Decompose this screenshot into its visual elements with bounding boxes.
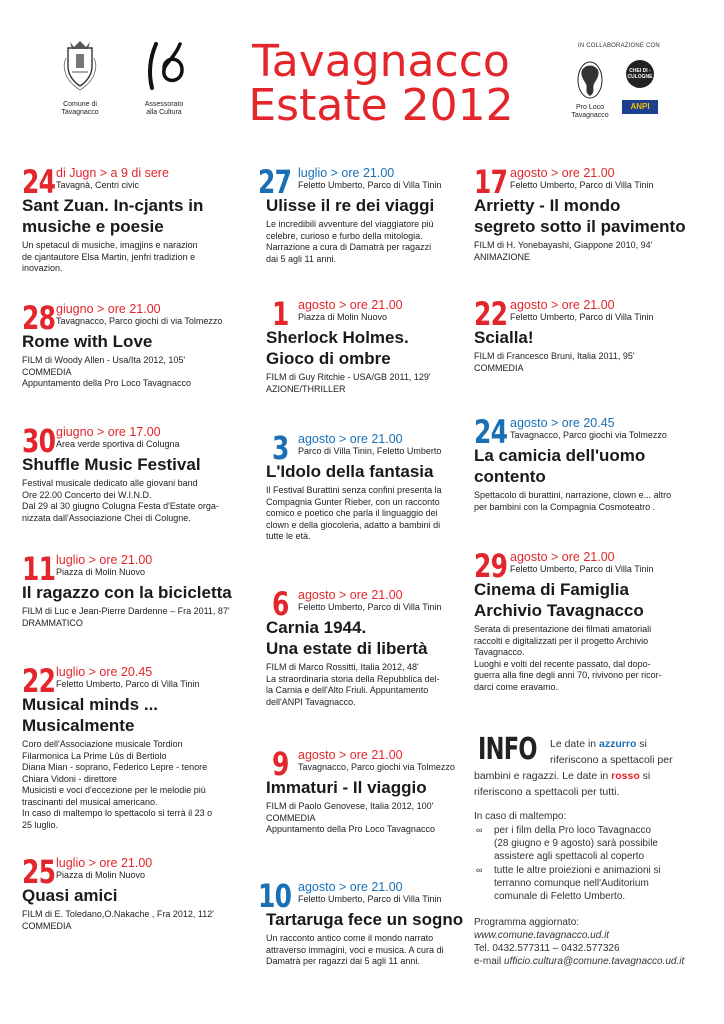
event-when: luglio > ore 21.00 <box>56 856 153 870</box>
event-title: Il ragazzo con la bicicletta <box>22 583 232 602</box>
event-place: Area verde sportiva di Colugna <box>56 439 180 449</box>
event-title: Musicalmente <box>22 716 135 735</box>
info-legend-line1 <box>550 736 647 752</box>
info-line1-pre: Le date in <box>550 738 600 750</box>
event-description-line: Compagnia Gunter Rieber, con un racconto <box>266 496 440 507</box>
event-title: Quasi amici <box>22 886 118 905</box>
event-description-line: tutte le età. <box>266 531 311 541</box>
event-description-line: Tavagnacco. <box>474 647 525 657</box>
event-title: Tartaruga fece un sogno <box>266 910 464 929</box>
event-title: Sherlock Holmes. <box>266 328 409 347</box>
event-day-number: 11 <box>22 550 56 588</box>
event-title: Cinema di Famiglia <box>474 580 629 599</box>
event-description-line: ANIMAZIONE <box>474 251 531 262</box>
event-description-line: FILM di Guy Ritchie - USA/GB 2011, 129' <box>266 372 431 382</box>
event-when: agosto > ore 21.00 <box>298 880 403 894</box>
event-place: Feletto Umberto, Parco di Villa Tinin <box>298 602 442 612</box>
info-line3-pre: bambini e ragazzi. Le date in <box>474 770 612 782</box>
event-description-line: Coro dell'Associazione musicale Tordion <box>22 739 183 749</box>
event-place: Feletto Umberto, Parco di Villa Tinin <box>56 679 200 689</box>
event-title: musiche e poesie <box>22 217 164 236</box>
event-description-line: FILM di E. Toledano,O.Nakache , Fra 2012, 112' <box>22 909 214 919</box>
event-place: Feletto Umberto, Parco di Villa Tinin <box>298 180 442 190</box>
event-description-line: Dal 29 al 30 giugno Colugna Festa d'Estate orga- <box>22 501 219 511</box>
event-description-line: Un racconto antico come il mondo narrato <box>266 933 434 943</box>
event-description-line: DRAMMATICO <box>22 617 83 628</box>
bullet2-line: tutte le altre proiezioni e animazioni si <box>494 865 661 876</box>
event-when: agosto > ore 21.00 <box>298 748 403 762</box>
azzurro-word: azzurro <box>599 738 637 750</box>
event-title: Scialla! <box>474 328 534 347</box>
event-when: giugno > ore 17.00 <box>56 425 161 439</box>
event-description-line: de cjantautore Elsa Martin, jenfri tradizion e <box>22 251 196 262</box>
comune-caption <box>52 101 108 117</box>
event-place: Tavagnacco, Parco giochi via Tolmezzo <box>298 762 455 772</box>
event-title: segreto sotto il pavimento <box>474 217 686 236</box>
event-description-line: Damatrà per ragazzi dai 5 agli 11 anni. <box>266 956 420 966</box>
event-description-line: FILM di H. Yonebayashi, Giappone 2010, 94' <box>474 240 653 250</box>
event-day-number: 24 <box>22 163 56 201</box>
page-title <box>236 36 526 131</box>
event-description-line: Ore 22.00 Concerto dei W.I.N.D. <box>22 489 152 500</box>
event-description-line: 25 luglio. <box>22 819 59 830</box>
event-description-line: guerra alla fine degli anni 70, rivivono per ricor- <box>474 670 662 680</box>
event-when: agosto > ore 21.00 <box>510 298 615 312</box>
event-title: La camicia dell'uomo <box>474 446 646 465</box>
event-description-line: Narrazione a cura di Damatrà per ragazzi <box>266 242 432 252</box>
bullet2-line: comunale di Feletto Umberto. <box>494 891 626 902</box>
event-day-number: 25 <box>22 853 56 891</box>
event-when: giugno > ore 21.00 <box>56 302 161 316</box>
event-place: Tavagnà, Centri civic <box>56 180 140 190</box>
event-when: agosto > ore 21.00 <box>298 432 403 446</box>
event-description-line: dell'ANPI Tavagnacco. <box>266 696 356 707</box>
event-when: agosto > ore 21.00 <box>510 166 615 180</box>
event-day-number: 10 <box>258 877 292 915</box>
event-description-line: dai 5 agli 11 anni. <box>266 253 336 264</box>
event-description-line: comico e poetico che parla il linguaggio dei <box>266 508 438 518</box>
event-description-line: Chiara Vidoni - direttore <box>22 773 117 784</box>
event-description-line: COMMEDIA <box>22 920 72 931</box>
event-description-line: COMMEDIA <box>474 362 524 373</box>
event-place: Piazza di Molin Nuovo <box>298 312 388 322</box>
infinity-bullet-icon: ∞ <box>476 825 483 835</box>
event-description-line: celebre, curioso e furbo della mitologia. <box>266 230 423 241</box>
title-line1: Tavagnacco <box>252 36 510 87</box>
bullet1-line: per i film della Pro loco Tavagnacco <box>494 825 652 836</box>
event-place: Feletto Umberto, Parco di Villa Tinin <box>298 894 442 904</box>
event-description-line: Filarmonica La Prime Lûs di Bertiolo <box>22 750 167 761</box>
event-description-line: FILM di Marco Rossitti, Italia 2012, 48' <box>266 662 419 672</box>
event-description-line: trascinanti del musical americano. <box>22 796 158 807</box>
info-legend-line2: riferiscono a spettacoli per <box>550 754 673 766</box>
event-day-number: 28 <box>22 299 56 337</box>
event-when: agosto > ore 21.00 <box>298 588 403 602</box>
proloco-caption-line1: Pro Loco <box>575 104 605 111</box>
event-title: Archivio Tavagnacco <box>474 601 644 620</box>
event-title: Sant Zuan. In-cjants in <box>22 196 204 215</box>
proloco-logo-icon <box>572 60 608 104</box>
maltempo-bullet-2 <box>494 864 661 903</box>
event-when: luglio > ore 21.00 <box>56 553 153 567</box>
event-description-line: clown e della giocoleria, adatto a bambini di <box>266 519 441 530</box>
event-day-number: 6 <box>272 585 289 623</box>
event-description-line: FILM di Luc e Jean-Pierre Dardenne – Fra 2011, 87' <box>22 606 230 616</box>
title-line2: Estate 2012 <box>248 80 514 131</box>
assessorato-caption <box>136 101 192 117</box>
assessorato-caption-line2: alla Cultura <box>146 109 182 116</box>
bullet2-line: terranno comunque nell'Auditorium <box>494 878 649 889</box>
event-day-number: 22 <box>22 662 56 700</box>
event-description-line: nizzata dall'Associazione Chei di Colugne. <box>22 512 191 523</box>
comune-caption-line1: Comune di <box>63 101 97 108</box>
bullet1-line: assistere agli spettacoli al coperto <box>494 851 645 862</box>
event-description-line: Il Festival Burattini senza confini presenta la <box>266 485 442 495</box>
event-when: agosto > ore 20.45 <box>510 416 615 430</box>
website-link[interactable]: www.comune.tavagnacco.ud.it <box>474 930 610 941</box>
event-title: Ulisse il re dei viaggi <box>266 196 435 215</box>
event-description-line: Appuntamento della Pro Loco Tavagnacco <box>22 378 191 388</box>
event-place: Feletto Umberto, Parco di Villa Tinin <box>510 312 654 322</box>
event-when: agosto > ore 21.00 <box>510 550 615 564</box>
event-day-number: 9 <box>272 745 289 783</box>
event-place: Feletto Umberto, Parco di Villa Tinin <box>510 564 654 574</box>
anpi-badge: ANPI <box>622 100 658 114</box>
event-description-line: AZIONE/THRILLER <box>266 383 346 394</box>
event-description-line: Musicisti e voci d'eccezione per le melodie più <box>22 785 206 795</box>
event-day-number: 1 <box>272 295 289 333</box>
event-description-line: Festival musicale dedicato alle giovani band <box>22 478 198 488</box>
programma-label: Programma aggiornato: <box>474 917 580 928</box>
email-link[interactable]: ufficio.cultura@comune.tavagnacco.ud.it <box>504 956 685 967</box>
event-description-line: Luoghi e volti del recente passato, dal dopo- <box>474 658 651 669</box>
event-description-line: Diana Mian - soprano, Federico Lepre - tenore <box>22 762 208 772</box>
event-place: Feletto Umberto, Parco di Villa Tinin <box>510 180 654 190</box>
event-description-line: Un spetacul di musiche, imagjins e narazion <box>22 240 198 250</box>
event-title: Una estate di libertà <box>266 639 428 658</box>
event-title: contento <box>474 467 546 486</box>
email-label: e-mail <box>474 956 505 967</box>
event-description-line: darci come eravamo. <box>474 681 559 692</box>
chei-di-culogne-badge: CHEI DI - CULOGNE <box>626 60 654 88</box>
event-description-line: Appuntamento della Pro Loco Tavagnacco <box>266 824 435 834</box>
event-title: Musical minds ... <box>22 695 159 714</box>
event-day-number: 29 <box>474 547 508 585</box>
event-title: Arrietty - Il mondo <box>474 196 621 215</box>
collab-label: IN COLLABORAZIONE CON <box>578 43 660 49</box>
event-description-line: FILM di Paolo Genovese, Italia 2012, 100' <box>266 801 434 811</box>
event-description-line: COMMEDIA <box>22 366 72 377</box>
event-title: Shuffle Music Festival <box>22 455 201 474</box>
event-when: agosto > ore 21.00 <box>298 298 403 312</box>
event-place: Tavagnacco, Parco giochi via Tolmezzo <box>510 430 667 440</box>
assessorato-logo-icon <box>142 40 186 92</box>
maltempo-label: In caso di maltempo: <box>474 811 567 822</box>
event-title: L'Idolo della fantasia <box>266 462 434 481</box>
event-when: di Jugn > a 9 di sere <box>56 166 169 180</box>
event-description-line: Spettacolo di burattini, narrazione, clown e... altro <box>474 490 672 500</box>
info-legend-line4: riferiscono a spettacoli per tutti. <box>474 786 620 798</box>
proloco-caption-line2: Tavagnacco <box>571 112 609 119</box>
event-description-line: inovazion. <box>22 263 63 273</box>
info-heading: INFO <box>478 732 537 767</box>
event-place: Piazza di Molin Nuovo <box>56 567 146 577</box>
info-line3-post: si <box>639 770 651 782</box>
rosso-word: rosso <box>611 770 640 782</box>
maltempo-bullet-1 <box>494 824 658 863</box>
event-description-line: raccolti e digitalizzati per il progetto Archivio <box>474 635 649 646</box>
event-day-number: 17 <box>474 163 508 201</box>
event-place: Tavagnacco, Parco giochi di via Tolmezzo <box>56 316 223 326</box>
event-when: luglio > ore 21.00 <box>298 166 395 180</box>
event-description-line: La straordinaria storia della Repubblica del- <box>266 673 440 684</box>
event-description-line: Le incredibili avventure del viaggiatore più <box>266 219 434 229</box>
event-description-line: Serata di presentazione dei filmati amatoriali <box>474 624 652 634</box>
event-description-line: In caso di maltempo lo spettacolo si terrà il 23 o <box>22 808 213 818</box>
event-description-line: la Carnia e dell'Alto Friuli. Appuntamento <box>266 685 429 695</box>
comune-caption-line2: Tavagnacco <box>61 109 99 116</box>
event-description-line: attraverso immagini, voci e musica. A cura di <box>266 944 444 955</box>
event-description-line: COMMEDIA <box>266 812 316 823</box>
event-day-number: 30 <box>22 422 56 460</box>
event-description-line: per bambini con la Compagnia Cosmoteatro . <box>474 501 656 512</box>
telephone: Tel. 0432.577311 – 0432.577326 <box>474 943 620 954</box>
coat-of-arms-icon <box>62 38 98 94</box>
info-legend-line3 <box>474 768 650 784</box>
assessorato-caption-line1: Assessorato <box>144 101 184 108</box>
email-line <box>474 955 684 968</box>
event-title: Gioco di ombre <box>266 349 391 368</box>
event-description-line: FILM di Francesco Bruni, Italia 2011, 95' <box>474 351 635 361</box>
event-day-number: 3 <box>272 429 289 467</box>
event-place: Parco di Villa Tinin, Feletto Umberto <box>298 446 442 456</box>
proloco-caption <box>562 104 618 120</box>
event-description-line: FILM di Woody Allen - Usa/Ita 2012, 105' <box>22 355 186 365</box>
event-day-number: 24 <box>474 413 508 451</box>
event-title: Immaturi - Il viaggio <box>266 778 427 797</box>
event-title: Rome with Love <box>22 332 153 351</box>
event-place: Piazza di Molin Nuovo <box>56 870 146 880</box>
event-day-number: 27 <box>258 163 292 201</box>
event-title: Carnia 1944. <box>266 618 367 637</box>
event-day-number: 22 <box>474 295 508 333</box>
bullet1-line: (28 giugno e 9 agosto) sarà possibile <box>494 838 658 849</box>
event-when: luglio > ore 20.45 <box>56 665 153 679</box>
infinity-bullet-icon: ∞ <box>476 865 483 875</box>
info-line1-post: si <box>636 738 647 750</box>
